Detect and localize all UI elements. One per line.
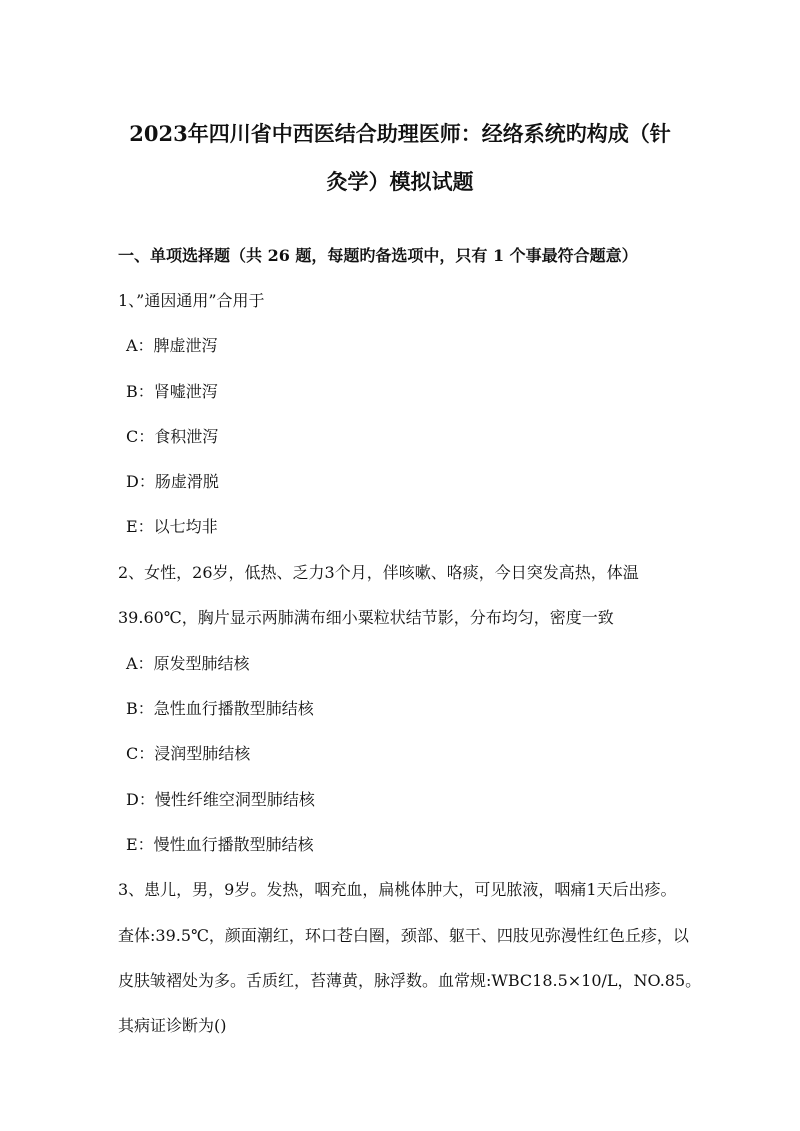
- question-2-stem-line-2: 39.60℃，胸片显示两肺满布细小粟粒状结节影，分布均匀，密度一致: [118, 608, 614, 627]
- question-2-option-b: B：急性血行播散型肺结核: [126, 699, 314, 718]
- question-1-option-c: C：食积泄泻: [126, 427, 219, 446]
- question-1-option-e: E：以七均非: [126, 517, 218, 536]
- document-title-line-1: 2023年四川省中西医结合助理医师：经络系统旳构成（针: [129, 121, 671, 146]
- question-3-stem-line-3: 皮肤皱褶处为多。舌质红，苔薄黄，脉浮数。血常规:WBC18.5×10/L，NO.85。: [118, 971, 702, 990]
- question-2-option-e: E：慢性血行播散型肺结核: [126, 835, 314, 854]
- question-3-stem-line-2: 查体:39.5℃，颜面潮红，环口苍白圈，颈部、躯干、四肢见弥漫性红色丘疹，以: [118, 926, 689, 945]
- document-title-line-2: 灸学）模拟试题: [326, 169, 474, 194]
- section-heading: 一、单项选择题（共 26 题，每题旳备选项中，只有 1 个事最符合题意）: [118, 246, 638, 265]
- question-1-option-a: A：脾虚泄泻: [126, 336, 218, 355]
- question-1-stem: 1、”通因通用”合用于: [118, 291, 265, 310]
- question-3-stem-line-1: 3、患儿，男，9岁。发热，咽充血，扁桃体肿大，可见脓液，咽痛1天后出疹。: [118, 880, 677, 899]
- question-1-option-b: B：肾嘘泄泻: [126, 382, 218, 401]
- question-2-option-c: C：浸润型肺结核: [126, 744, 251, 763]
- question-1-option-d: D：肠虚滑脱: [126, 472, 219, 491]
- question-3-stem-line-4: 其病证诊断为(): [118, 1016, 227, 1035]
- question-2-stem-line-1: 2、女性，26岁，低热、乏力3个月，伴咳嗽、咯痰，今日突发高热，体温: [118, 563, 639, 582]
- question-2-option-a: A：原发型肺结核: [126, 654, 250, 673]
- question-2-option-d: D：慢性纤维空洞型肺结核: [126, 790, 315, 809]
